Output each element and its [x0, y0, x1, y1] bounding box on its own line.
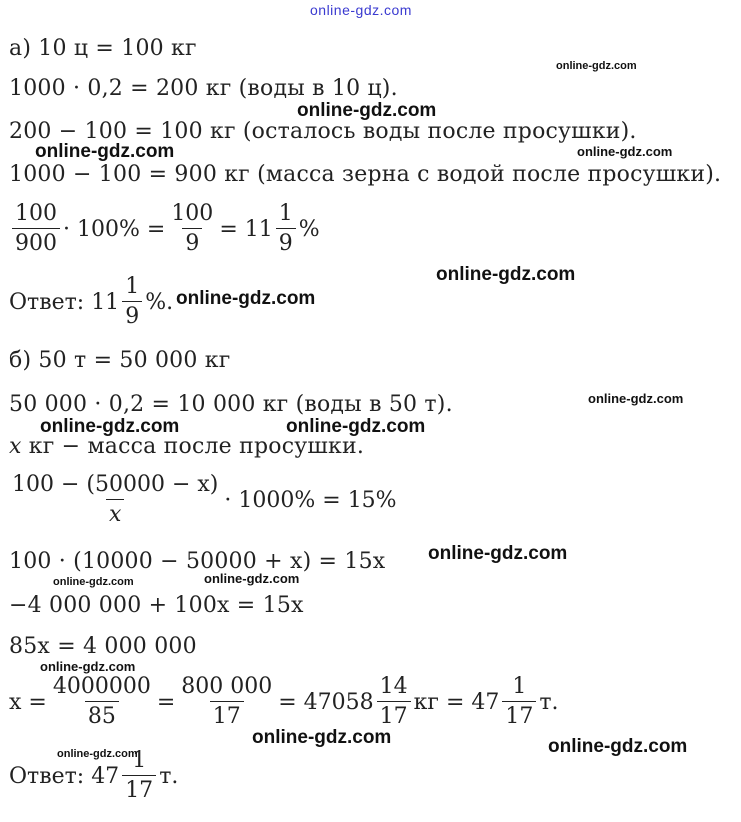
part-b-equation-3: −4 000 000 + 100x = 15x	[9, 593, 304, 618]
part-b-equation-5	[9, 676, 559, 728]
watermark-label: online-gdz.com	[297, 100, 437, 121]
watermark-label: online-gdz.com	[176, 288, 316, 309]
part-b-equation-1	[9, 474, 397, 526]
fraction	[12, 203, 60, 255]
part-b-line-2: 50 000 · 0,2 = 10 000 кг (воды в 50 т).	[9, 392, 453, 417]
part-a-answer	[9, 276, 173, 328]
part-a-line-4: 1000 − 100 = 900 кг (масса зерна с водой после просушки).	[9, 162, 722, 187]
part-a-line-1: а) 10 ц = 100 кг	[9, 36, 197, 61]
fraction-numerator: 14	[379, 674, 408, 699]
fraction	[50, 676, 154, 728]
equation-text: = 47058	[278, 689, 374, 715]
equation-text: · 100% =	[63, 216, 166, 242]
fraction-denominator: 9	[122, 301, 142, 328]
part-a-line-2: 1000 · 0,2 = 200 кг (воды в 10 ц).	[9, 76, 398, 101]
watermark-label: online-gdz.com	[556, 60, 637, 72]
fraction-denominator: 9	[276, 228, 296, 255]
watermark-label: online-gdz.com	[40, 416, 180, 437]
variable-x: x	[9, 434, 22, 459]
watermark-top[interactable]: online-gdz.com	[310, 2, 412, 18]
watermark-label: online-gdz.com	[588, 391, 684, 406]
part-b-equation-4: 85x = 4 000 000	[9, 634, 197, 659]
fraction-numerator: 1	[512, 674, 527, 699]
fraction-denominator: 17	[502, 701, 536, 728]
fraction-numerator: 800 000	[181, 674, 273, 699]
fraction	[377, 676, 411, 728]
watermark-label: online-gdz.com	[548, 736, 688, 757]
fraction-denominator: 17	[210, 701, 244, 728]
equation-text: т.	[539, 689, 559, 715]
part-a-equation	[9, 203, 320, 255]
equation-text: %.	[145, 289, 174, 315]
equation-text: = 11	[219, 216, 273, 242]
watermark-label: online-gdz.com	[252, 727, 392, 748]
fraction-denominator: 17	[377, 701, 411, 728]
fraction-denominator: 900	[12, 228, 60, 255]
fraction	[122, 276, 142, 328]
fraction-numerator: 100	[15, 201, 57, 226]
equation-text: т.	[159, 763, 179, 789]
answer-label: Ответ: 47	[9, 763, 120, 789]
answer-label: Ответ: 11	[9, 289, 120, 315]
fraction-numerator: 100	[171, 201, 214, 226]
watermark-label: online-gdz.com	[428, 543, 568, 564]
part-a-line-3: 200 − 100 = 100 кг (осталось воды после просушки).	[9, 119, 637, 144]
equation-text: кг = 47	[413, 689, 500, 715]
fraction-denominator: x	[106, 499, 124, 526]
watermark-label: online-gdz.com	[204, 571, 300, 586]
fraction-denominator: 85	[85, 701, 119, 728]
fraction-numerator: 1	[125, 274, 140, 299]
equation-text: %	[298, 216, 320, 242]
watermark-label: online-gdz.com	[40, 659, 136, 674]
equation-text: · 1000% = 15%	[224, 487, 397, 513]
fraction-numerator: 100 − (50000 − x)	[12, 472, 219, 497]
fraction-denominator: 17	[122, 775, 156, 802]
fraction-numerator: 1	[132, 748, 147, 773]
fraction-numerator: 4000000	[52, 674, 151, 699]
fraction	[502, 676, 536, 728]
line-text: кг − масса после просушки.	[21, 434, 365, 459]
watermark-label: online-gdz.com	[286, 416, 426, 437]
fraction	[9, 474, 221, 526]
equation-text: =	[156, 689, 176, 715]
watermark-label: online-gdz.com	[577, 144, 673, 159]
fraction	[276, 203, 296, 255]
watermark-label: online-gdz.com	[436, 264, 576, 285]
watermark-label: online-gdz.com	[57, 748, 138, 760]
equation-text: x =	[9, 689, 47, 715]
watermark-label: online-gdz.com	[35, 141, 175, 162]
part-b-equation-2: 100 · (10000 − 50000 + x) = 15x	[9, 549, 386, 574]
fraction-denominator: 9	[182, 228, 202, 255]
watermark-label: online-gdz.com	[53, 576, 134, 588]
part-b-line-1: б) 50 т = 50 000 кг	[9, 348, 231, 373]
fraction-numerator: 1	[278, 201, 293, 226]
fraction	[178, 676, 275, 728]
fraction	[168, 203, 216, 255]
